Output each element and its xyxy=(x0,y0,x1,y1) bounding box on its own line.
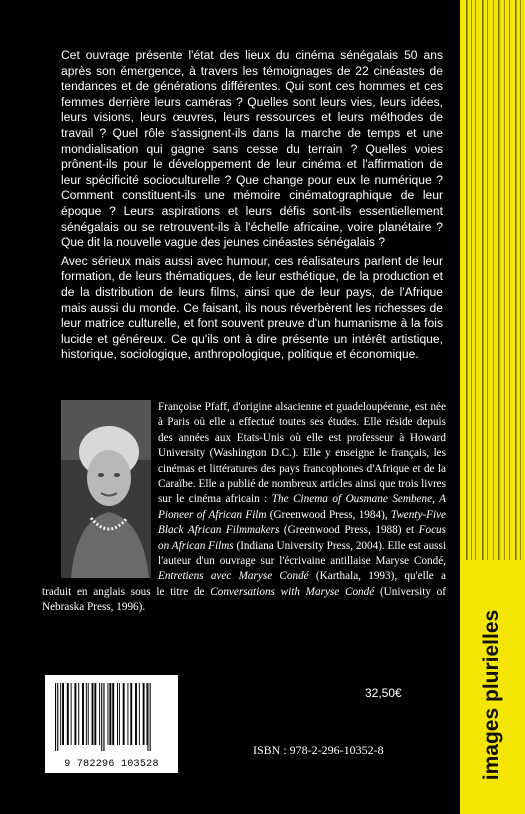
barcode-bar xyxy=(74,683,76,745)
book-title: The Cinema of Ousmane Sembene, A Pioneer of African Film xyxy=(158,493,446,521)
barcode-bar xyxy=(127,683,128,745)
barcode-bar xyxy=(150,683,151,751)
barcode-bar xyxy=(135,683,137,745)
barcode-bar xyxy=(143,683,145,745)
strip-line xyxy=(509,0,510,560)
barcode-bar xyxy=(112,683,114,745)
series-label xyxy=(460,560,525,814)
book-title: Focus on African Films xyxy=(158,524,446,552)
barcode-bar xyxy=(109,683,111,745)
barcode-bar xyxy=(62,683,64,745)
isbn: ISBN : 978-2-296-10352-8 xyxy=(253,743,384,757)
book-title: Entretiens avec Maryse Condé xyxy=(158,570,309,583)
barcode-bar xyxy=(130,683,132,745)
barcode-bar xyxy=(82,683,84,745)
barcode xyxy=(45,675,178,773)
barcode-number: 9 782296 103528 xyxy=(64,759,159,770)
barcode-bar xyxy=(117,683,118,745)
barcode-bar xyxy=(78,683,79,745)
barcode-bar xyxy=(86,683,87,745)
barcode-bar xyxy=(92,683,94,745)
barcode-bar xyxy=(57,683,58,751)
barcode-bar xyxy=(119,683,120,745)
author-biography: Françoise Pfaff, d'origine alsacienne et guadeloupéenne, est née à Paris où elle a effectué toutes ses études. Elle réside depuis des années aux Etats-Unis où elle est professeur à Howard University (Washington D.C.). Elle y enseigne le français, les cinémas et littératures des pays francophones d'Afrique et de la Caraïbe. Elle a publié de nombreux articles ainsi que trois livres sur le cinéma africain : The Cinema of Ousmane Sembene, A Pioneer of African Film (Greenwood Press, 1984), Twenty-Five Black African Filmmakers (Greenwood Press, 1988) et Focus on African Films (Indiana University Press, 2004). Elle est aussi l'auteur d'un ouvrage sur l'écrivaine antillaise Maryse Condé, Entretiens avec Maryse Condé (Karthala, 1993), qu'elle a traduit en anglais sous le titre de Conversations with Maryse Condé (University of Nebraska Press, 1996). xyxy=(42,401,447,614)
barcode-bar xyxy=(146,683,147,745)
book-title: Conversations with Maryse Condé xyxy=(210,585,375,598)
barcode-bar xyxy=(94,683,96,745)
strip-line xyxy=(475,0,476,560)
summary-paragraph-1: Cet ouvrage présente l'état des lieux du cinéma sénégalais 50 ans après son émergence, à travers les témoignages de 22 cinéastes de tendances et de générations différentes. Qui sont ces hommes et ces femmes derrière leurs caméras ? Quelles sont leurs vies, leurs idées, leurs visions, leurs œuvres, leurs ressources et leurs méthodes de travail ? Quel rôle s'assignent-ils dans la marche de temps et une mondialisation qui gagne sans cesse du terrain ? Quelles voies prônent-ils pour le développement de leur cinéma et l'affirmation de leur spécificité socioculturelle ? Que change pour eux le numérique ? Comment constituent-ils une mémoire cinématographique de leur époque ? Leurs aspirations et leurs défis sont-ils essentiellement sénégalais ou se retrouvent-ils à l'échelle africaine, voire planétaire ? Que dit la nouvelle vague des jeunes cinéastes sénégalais ? xyxy=(61,48,443,250)
strip-line xyxy=(466,0,468,560)
book-title: Twenty-Five Black African Filmmakers xyxy=(158,508,447,537)
barcode-bar xyxy=(67,683,69,745)
strip-line xyxy=(487,0,488,560)
barcode-bar xyxy=(99,683,100,745)
barcode-bar xyxy=(139,683,140,745)
strip-line xyxy=(520,0,521,560)
barcode-bar xyxy=(60,683,61,745)
summary-paragraph-2: Avec sérieux mais aussi avec humour, ces réalisateurs parlent de leur formation, de leurs thématiques, de leur esthétique, de la production et de la distribution de leurs films, ainsi que de leur pays, de l'Afrique mais aussi du monde. Ce faisant, ils nous réverbèrent les richesses de leur matrice culturelle, et font souvent preuve d'un humanisme à la fois lucide et généreux. Ce qu'ils ont à dire présente un intérêt artistique, historique, sociologique, anthropologique, politique et économique. xyxy=(61,253,443,362)
barcode-bar xyxy=(123,683,125,745)
barcode-bar xyxy=(108,683,109,745)
strip-line xyxy=(498,0,500,560)
series-label-text: images plurielles xyxy=(480,609,503,781)
back-cover-summary xyxy=(61,48,443,363)
barcode-bar xyxy=(88,683,89,745)
barcode-bar xyxy=(147,683,148,751)
strip-line xyxy=(471,0,472,560)
strip-lines xyxy=(460,0,525,560)
strip-line xyxy=(515,0,517,560)
price: 32,50€ xyxy=(365,686,402,700)
barcode-bar xyxy=(103,683,104,751)
author-photo xyxy=(61,400,151,578)
strip-line xyxy=(493,0,494,560)
strip-line xyxy=(482,0,484,560)
barcode-bar xyxy=(71,683,72,745)
strip-line xyxy=(504,0,505,560)
barcode-bars xyxy=(49,681,174,753)
barcode-bar xyxy=(101,683,102,751)
barcode-bar xyxy=(55,683,56,751)
